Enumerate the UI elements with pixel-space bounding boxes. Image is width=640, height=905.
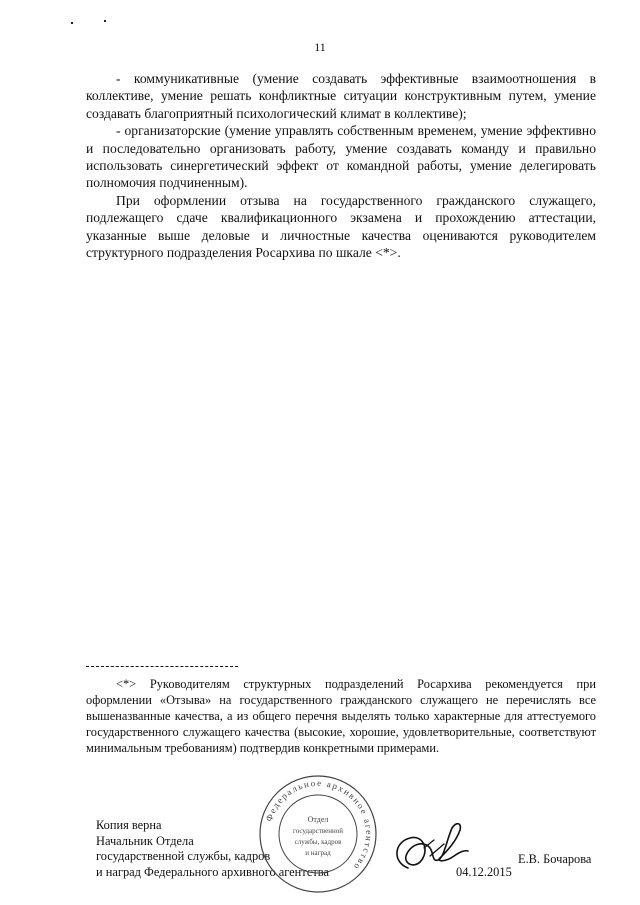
certification-line: Начальник Отдела xyxy=(96,833,194,848)
stamp-center-line: и наград xyxy=(305,849,331,857)
stamp-ring-text: Федеральное архивное агентство xyxy=(263,777,375,873)
certification-line: Копия верна xyxy=(96,818,162,832)
stamp-center-line: Отдел xyxy=(307,815,329,824)
certification-line: государственной службы, кадров xyxy=(96,849,271,864)
signatory-name: Е.В. Бочарова xyxy=(518,852,592,866)
footnote-separator xyxy=(86,666,238,667)
signature-date: 04.12.2015 xyxy=(456,865,512,879)
certification-line: и наград Федерального архивного агентства xyxy=(96,864,329,879)
paragraph-evaluation-procedure: При оформлении отзыва на государственного гражданского служащего, подлежащего сдаче квалификационного экзамена и прохождению аттестации, указанные выше деловые и личностные качества оцениваются руководителем структурного подразделения Росархива по шкале <*>. xyxy=(86,192,596,261)
document-body xyxy=(86,70,596,261)
footnote: <*> Руководителям структурных подразделений Росархива рекомендуется при оформлении «Отзыва» на государственного гражданского служащего не перечислять все вышеназванные качества, а из общего перечня выделять только характерные для аттестуемого государственного служащего качества (высокие, хорошие, удовлетворительные, соответствуют минимальным требованиям) подтвердив конкретными примерами. xyxy=(86,677,596,755)
scan-speck xyxy=(71,22,73,24)
paragraph-organizational-skills: - организаторские (умение управлять собственным временем, умение эффективно и последовательно организовать работу, умение создавать команду и правильно использовать синергетический эффект от командной работы, умение делегировать полномочия подчиненным). xyxy=(86,123,596,191)
stamp-center-line: службы, кадров xyxy=(294,838,342,846)
official-stamp xyxy=(256,772,380,896)
paragraph-communicative-skills: - коммуникативные (умение создавать эффективные взаимоотношения в коллективе, умение решать конфликтные ситуации конструктивным путем, умение создавать благоприятный психологический климат в коллективе); xyxy=(86,71,596,121)
page-number: 11 xyxy=(314,40,326,54)
scan-speck xyxy=(104,20,106,22)
stamp-center-line: государственной xyxy=(293,827,343,835)
